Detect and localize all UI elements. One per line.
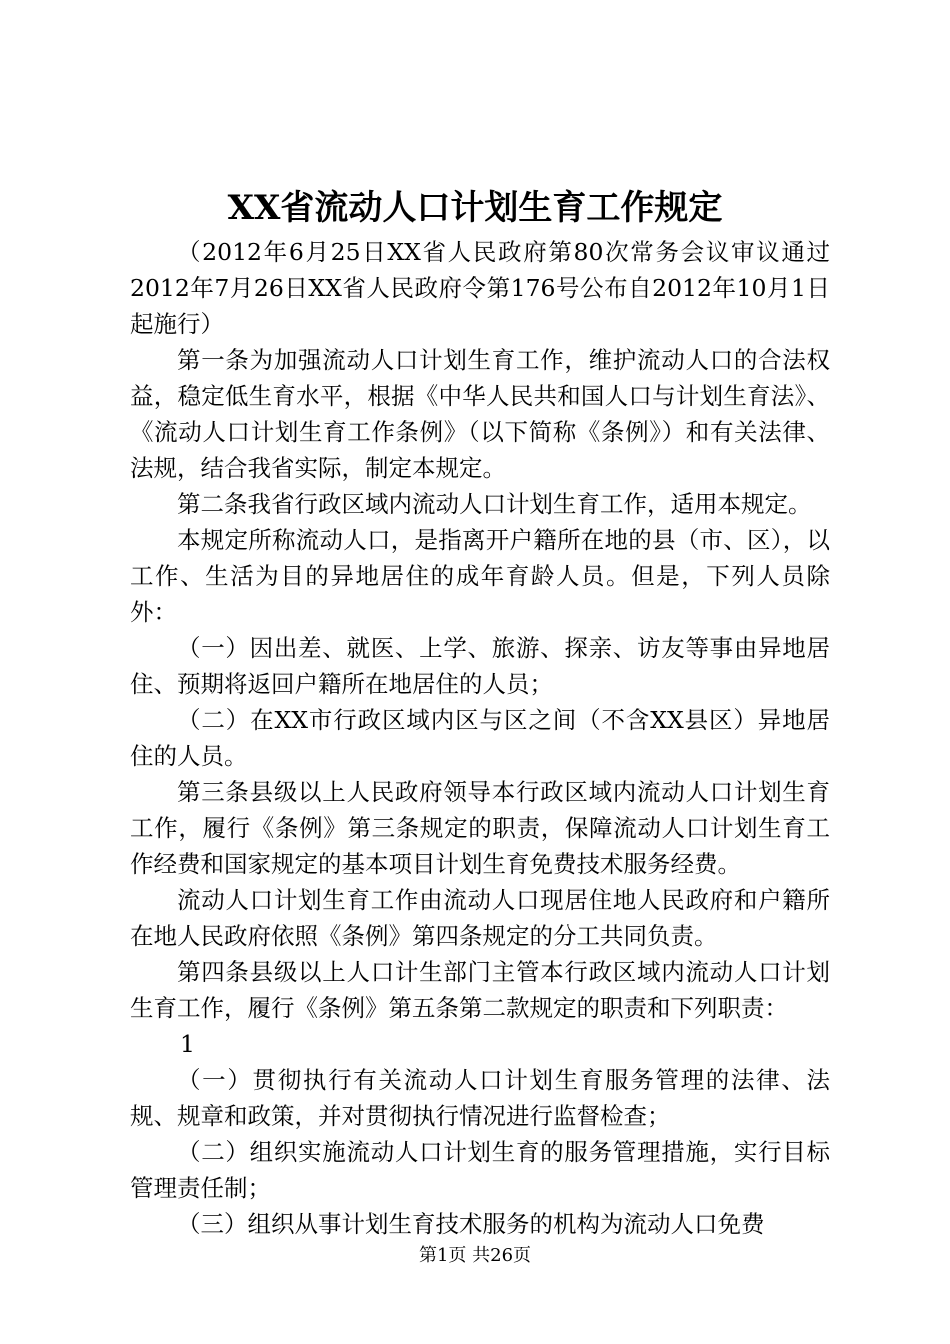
paragraph: （二）组织实施流动人口计划生育的服务管理措施，实行目标管理责任制； <box>130 1138 830 1202</box>
paragraph: 本规定所称流动人口，是指离开户籍所在地的县（市、区），以工作、生活为目的异地居住的成年育龄人员。但是，下列人员除外： <box>130 526 830 626</box>
paragraph: （2012年6月25日XX省人民政府第80次常务会议审议通过2012年7月26日XX省人民政府令第176号公布自2012年10月1日起施行） <box>130 238 830 338</box>
document-title: XX省流动人口计划生育工作规定 <box>227 188 723 228</box>
paragraph: （一）贯彻执行有关流动人口计划生育服务管理的法律、法规、规章和政策，并对贯彻执行情况进行监督检查； <box>130 1066 830 1130</box>
page-marker: 1 <box>180 1030 195 1058</box>
paragraph: （二）在XX市行政区域内区与区之间（不含XX县区）异地居住的人员。 <box>130 706 830 770</box>
paragraph: （三）组织从事计划生育技术服务的机构为流动人口免费 <box>177 1210 765 1238</box>
paragraph: 第三条县级以上人民政府领导本行政区域内流动人口计划生育工作，履行《条例》第三条规定的职责，保障流动人口计划生育工作经费和国家规定的基本项目计划生育免费技术服务经费。 <box>130 778 830 878</box>
document-body <box>130 234 830 1242</box>
paragraph: 第二条我省行政区域内流动人口计划生育工作，适用本规定。 <box>177 490 812 518</box>
page-footer: 第1页 共26页 <box>418 1245 532 1266</box>
paragraph: 流动人口计划生育工作由流动人口现居住地人民政府和户籍所在地人民政府依照《条例》第四条规定的分工共同负责。 <box>130 886 830 950</box>
paragraph: 第四条县级以上人口计生部门主管本行政区域内流动人口计划生育工作，履行《条例》第五条第二款规定的职责和下列职责： <box>130 958 830 1022</box>
paragraph: 第一条为加强流动人口计划生育工作，维护流动人口的合法权益，稳定低生育水平，根据《中华人民共和国人口与计划生育法》、《流动人口计划生育工作条例》（以下简称《条例》）和有关法律、法规，结合我省实际，制定本规定。 <box>130 346 830 482</box>
paragraph: （一）因出差、就医、上学、旅游、探亲、访友等事由异地居住、预期将返回户籍所在地居住的人员； <box>130 634 830 698</box>
